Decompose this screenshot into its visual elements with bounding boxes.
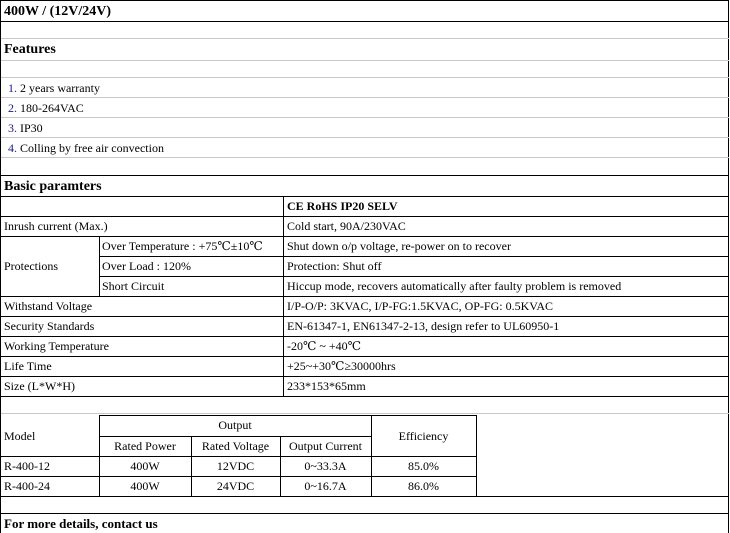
- spacer-row: [1, 158, 729, 175]
- rated-power: 400W: [130, 479, 160, 493]
- param-label: Withstand Voltage: [4, 299, 93, 313]
- model-name: R-400-12: [4, 459, 50, 473]
- param-value: +25~+30℃≥30000hrs: [287, 359, 396, 373]
- basic-heading: Basic paramters: [4, 179, 102, 194]
- inrush-value: Cold start, 90A/230VAC: [287, 219, 406, 233]
- rated-voltage: 24VDC: [216, 479, 255, 493]
- page-title: 400W / (12V/24V): [4, 4, 112, 19]
- param-label: Life Time: [4, 359, 52, 373]
- output-current: 0~16.7A: [304, 479, 347, 493]
- protection-value: Shut down o/p voltage, re-power on to recover: [287, 239, 511, 253]
- efficiency: 85.0%: [408, 459, 439, 473]
- feature-item: [1, 118, 729, 138]
- output-header: Output: [218, 418, 252, 432]
- rated-power-header: Rated Power: [114, 439, 176, 453]
- features-heading: Features: [4, 42, 56, 57]
- spacer-row: [1, 61, 729, 78]
- rated-power: 400W: [130, 459, 160, 473]
- basic-heading-row: [1, 175, 729, 197]
- protection-label: Over Load : 120%: [102, 259, 191, 273]
- param-label: Size (L*W*H): [4, 379, 75, 393]
- param-label: Working Temperature: [4, 339, 109, 353]
- protection-label: Short Circuit: [102, 279, 165, 293]
- certifications: CE RoHS IP20 SELV: [287, 199, 398, 213]
- features-heading-row: [1, 39, 729, 61]
- title-row: [1, 0, 729, 22]
- feature-number: 4.: [8, 141, 17, 155]
- param-value: -20℃ ~ +40℃: [287, 339, 362, 353]
- param-value: I/P-O/P: 3KVAC, I/P-FG:1.5KVAC, OP-FG: 0.5KVAC: [287, 299, 554, 313]
- rated-voltage-header: Rated Voltage: [201, 439, 270, 453]
- feature-item: [1, 78, 729, 98]
- feature-text: IP30: [20, 121, 43, 135]
- feature-number: 1.: [8, 81, 17, 95]
- param-value: EN-61347-1, EN61347-2-13, design refer to UL60950-1: [287, 319, 560, 333]
- model-name: R-400-24: [4, 479, 50, 493]
- rated-voltage: 12VDC: [216, 459, 255, 473]
- feature-text: 2 years warranty: [20, 81, 100, 95]
- feature-number: 3.: [8, 121, 17, 135]
- spacer-row: [1, 22, 729, 39]
- feature-text: 180-264VAC: [20, 101, 84, 115]
- efficiency: 86.0%: [408, 479, 439, 493]
- contact-text: For more details, contact us: [4, 516, 158, 531]
- feature-item: [1, 138, 729, 158]
- feature-item: [1, 98, 729, 118]
- footer-row: [1, 513, 729, 533]
- protection-value: Protection: Shut off: [287, 259, 382, 273]
- param-label: Security Standards: [4, 319, 95, 333]
- protection-value: Hiccup mode, recovers automatically after faulty problem is removed: [287, 279, 622, 293]
- model-header: Model: [4, 429, 36, 443]
- efficiency-header: Efficiency: [398, 429, 449, 443]
- protections-label: Protections: [4, 259, 58, 273]
- param-value: 233*153*65mm: [287, 379, 366, 393]
- inrush-label: Inrush current (Max.): [4, 219, 108, 233]
- protection-label: Over Temperature : +75℃±10℃: [102, 239, 263, 253]
- output-current: 0~33.3A: [304, 459, 347, 473]
- output-current-header: Output Current: [289, 439, 362, 453]
- feature-number: 2.: [8, 101, 17, 115]
- feature-text: Colling by free air convection: [20, 141, 164, 155]
